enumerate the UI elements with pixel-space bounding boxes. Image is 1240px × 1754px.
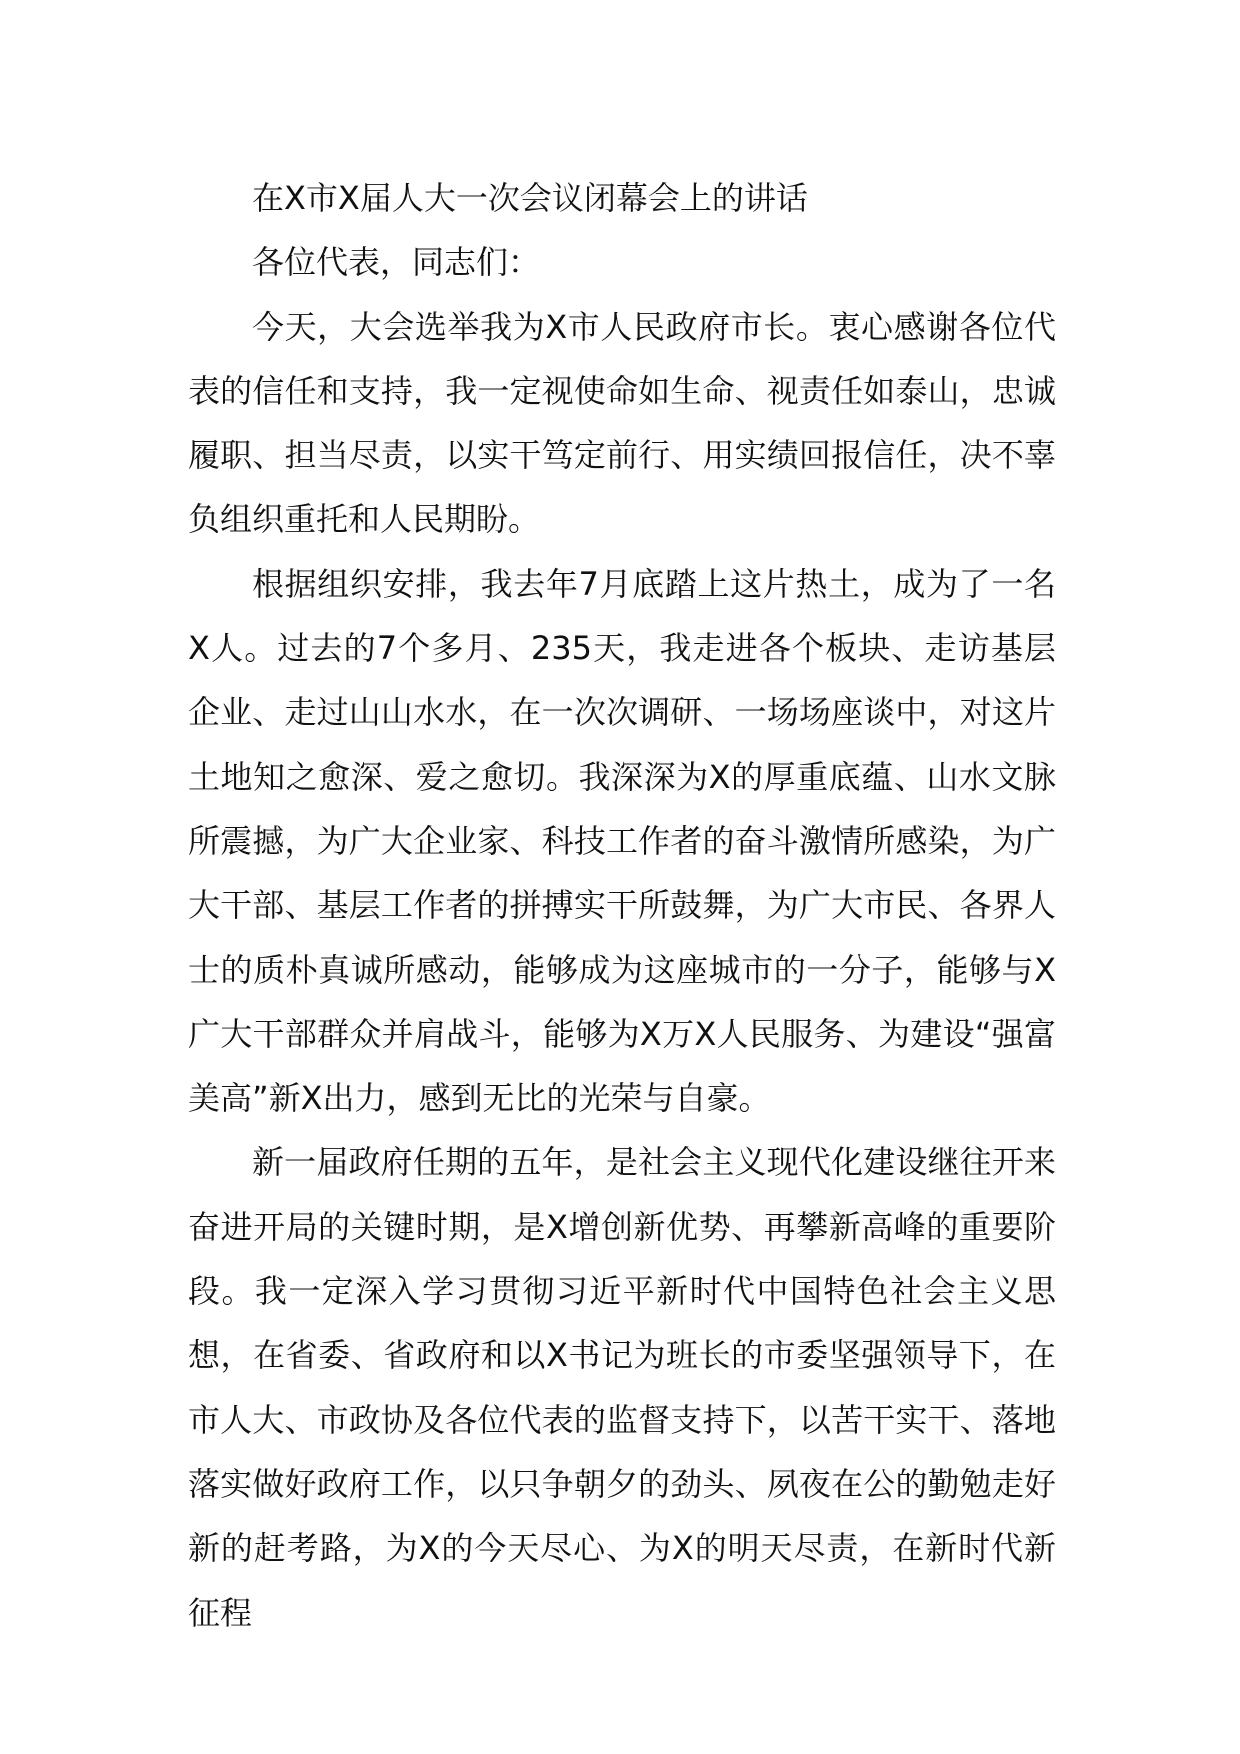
paragraph-2: 根据组织安排，我去年7月底踏上这片热土，成为了一名X人。过去的7个多月、235天，我走进各个板块、走访基层企业、走过山山水水，在一次次调研、一场场座谈中，对这片土地知之愈深、爱之愈切。我深深为X的厚重底蕴、山水文脉所震撼，为广大企业家、科技工作者的奋斗激情所感染，为广大干部、基层工作者的拼搏实干所鼓舞，为广大市民、各界人士的质朴真诚所感动，能够成为这座城市的一分子，能够与X广大干部群众并肩战斗，能够为X万X人民服务、为建设“强富美高”新X出力，感到无比的光荣与自豪。 [188, 564, 1056, 1118]
document-title: 在X市X届人大一次会议闭幕会上的讲话 [252, 179, 808, 217]
salutation: 各位代表，同志们： [252, 243, 541, 282]
paragraph-1: 今天，大会选举我为X市人民政府市长。衷心感谢各位代表的信任和支持，我一定视使命如生命、视责任如泰山，忠诚履职、担当尽责，以实干笃定前行、用实绩回报信任，决不辜负组织重托和人民期盼。 [188, 307, 1056, 539]
paragraph-3: 新一届政府任期的五年，是社会主义现代化建设继往开来奋进开局的关键时期，是X增创新优势、再攀新高峰的重要阶段。我一定深入学习贯彻习近平新时代中国特色社会主义思想，在省委、省政府和以X书记为班长的市委坚强领导下，在市人大、市政协及各位代表的监督支持下，以苦干实干、落地落实做好政府工作，以只争朝夕的劲头、夙夜在公的勤勉走好新的赶考路，为X的今天尽心、为X的明天尽责，在新时代新征程 [188, 1143, 1056, 1632]
document-body [188, 166, 1056, 1645]
